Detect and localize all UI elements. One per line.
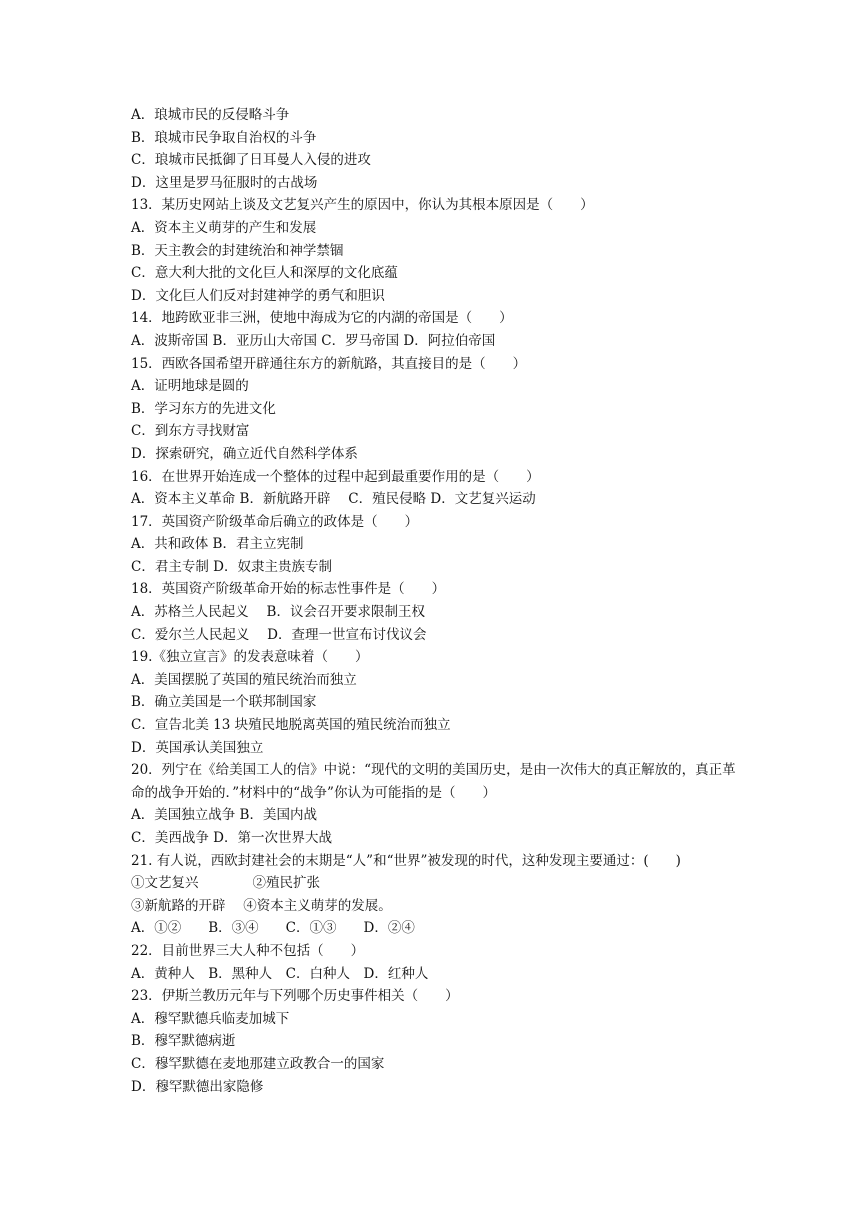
text-line: A．美国摆脱了英国的殖民统治而独立 [131,671,357,688]
text-line: C．到东方寻找财富 [131,423,250,440]
question-15: 15．西欧各国希望开辟通往东方的新航路，其直接目的是（ ） [131,355,527,372]
question-text [131,104,741,1098]
text-line: B．学习东方的先进文化 [131,400,276,417]
question-22: 22．目前世界三大人种不包括（ ） [131,942,365,959]
text-line: D．文化巨人们反对封建神学的勇气和胆识 [131,287,385,304]
text-line: D．这里是罗马征服时的古战场 [131,174,318,191]
text-line: A．共和政体 B．君主立宪制 [131,536,304,553]
text-line: C．穆罕默德在麦地那建立政教合一的国家 [131,1055,385,1072]
question-19: 19.《独立宣言》的发表意味着（ ） [131,649,369,666]
text-line: A．波斯帝国 B．亚历山大帝国 C．罗马帝国 D．阿拉伯帝国 [131,332,496,349]
text-line: C．宣告北美 13 块殖民地脱离英国的殖民统治而独立 [131,717,451,734]
question-21: 21. 有人说，西欧封建社会的末期是“人”和“世界”被发现的时代，这种发现主要通过：( ) [131,852,681,869]
text-line: A．苏格兰人民起义 B．议会召开要求限制王权 [131,604,425,621]
question-17: 17．英国资产阶级革命后确立的政体是（ ） [131,513,419,530]
text-line: A．①② B．③④ C．①③ D．②④ [131,920,415,937]
text-line: C．君主专制 D．奴隶主贵族专制 [131,558,332,575]
question-18: 18．英国资产阶级革命开始的标志性事件是（ ） [131,581,446,598]
text-line: A．证明地球是圆的 [131,378,249,395]
question-16: 16．在世界开始连成一个整体的过程中起到最重要作用的是（ ） [131,468,540,485]
text-line: D．英国承认美国独立 [131,739,264,756]
text-line: A．黄种人 B．黑种人 C．白种人 D．红种人 [131,965,429,982]
question-23: 23．伊斯兰教历元年与下列哪个历史事件相关（ ） [131,988,459,1005]
text-line: B．琅城市民争取自治权的斗争 [131,129,317,146]
text-line: A．美国独立战争 B．美国内战 [131,807,317,824]
text-line: D．穆罕默德出家隐修 [131,1078,264,1095]
text-line: A．资本主义萌芽的产生和发展 [131,219,317,236]
text-line: C．琅城市民抵御了日耳曼人入侵的进攻 [131,152,371,169]
question-20: 20．列宁在《给美国工人的信》中说：“现代的文明的美国历史，是由一次伟大的真正解放的，真正革命的战争开始的．”材料中的“战争”你认为可能指的是（ ） [131,762,736,801]
text-line: C．美西战争 D．第一次世界大战 [131,830,332,846]
text-line: D．探索研究，确立近代自然科学体系 [131,445,358,462]
text-line: B．确立美国是一个联邦制国家 [131,694,317,711]
question-14: 14．地跨欧亚非三洲，使地中海成为它的内湖的帝国是（ ） [131,310,513,327]
text-line: C．爱尔兰人民起义 D．查理一世宣布讨伐议会 [131,626,427,643]
text-line: A．资本主义革命 B．新航路开辟 C．殖民侵略 D．文艺复兴运动 [131,491,536,508]
text-line: ①文艺复兴 ②殖民扩张 [131,875,320,892]
text-line: B．穆罕默德病逝 [131,1033,236,1050]
text-line: B．天主教会的封建统治和神学禁锢 [131,242,344,259]
question-13: 13．某历史网站上谈及文艺复兴产生的原因中，你认为其根本原因是（ ） [131,197,594,214]
text-line: C．意大利大批的文化巨人和深厚的文化底蕴 [131,265,398,282]
text-line: A．穆罕默德兵临麦加城下 [131,1010,290,1027]
text-line: ③新航路的开辟 ④资本主义萌芽的发展。 [131,897,392,914]
text-line: A．琅城市民的反侵略斗争 [131,107,290,123]
